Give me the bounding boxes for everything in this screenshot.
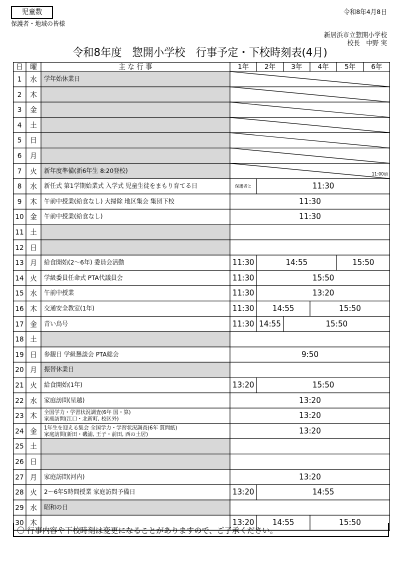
event-text: 給食開始(1年) — [44, 381, 83, 389]
dismissal-time: 13:20 — [299, 411, 321, 421]
weekday: 水 — [30, 289, 37, 298]
day-number: 9 — [17, 197, 22, 206]
dismissal-time: 14:55 — [285, 258, 308, 268]
weekday: 金 — [30, 320, 37, 329]
event-text: 1年生を迎える集会 全国学力・学習状況調査(6年 質問紙) — [44, 425, 178, 432]
dismissal-time: 11:30 — [299, 212, 321, 222]
weekday: 火 — [30, 381, 37, 390]
weekday: 火 — [30, 488, 37, 497]
corner-note: 11:00頃 — [371, 171, 388, 177]
event-text: 青い鳥号 — [44, 320, 69, 328]
no-school-slash — [230, 87, 390, 102]
day-number: 14 — [15, 274, 24, 283]
principal-name: 校長 中野 実 — [347, 40, 387, 47]
dismissal-time: 13:20 — [312, 288, 335, 298]
event-text: 全国学力・学習状況調査(6年 国・算) — [44, 410, 131, 417]
day-number: 10 — [15, 213, 24, 222]
event-text: 家庭訪問(江口・北新町, 校区外) — [44, 416, 119, 423]
day-number: 20 — [15, 366, 24, 375]
event-text: 学級委員任命式 PTA代議員会 — [44, 274, 123, 282]
holiday-shade — [41, 117, 230, 132]
day-number: 13 — [15, 259, 24, 268]
dismissal-time: 13:20 — [232, 487, 255, 497]
holiday-shade — [41, 500, 230, 515]
weekday: 日 — [30, 136, 37, 145]
no-school-slash — [230, 163, 390, 178]
weekday: 土 — [30, 121, 37, 130]
event-text: 参観日 学級懇談会 PTA総会 — [44, 351, 119, 359]
no-school-slash — [230, 148, 390, 163]
weekday: 土 — [30, 442, 37, 451]
weekday: 火 — [30, 274, 37, 283]
day-number: 24 — [15, 427, 24, 436]
header-weekday: 曜 — [30, 63, 37, 72]
dismissal-time: 13:20 — [232, 518, 255, 528]
event-text: 午前中授業 — [44, 290, 75, 298]
weekday: 水 — [30, 182, 37, 191]
weekday: 土 — [30, 228, 37, 237]
weekday: 土 — [30, 335, 37, 344]
event-text: 給食開始(2～6年) 委員会活動 — [44, 259, 125, 267]
weekday: 木 — [30, 412, 37, 421]
dismissal-time: 15:50 — [339, 303, 361, 313]
dismissal-time: 11:30 — [232, 319, 255, 329]
event-text: 家庭訪問(河内) — [44, 473, 85, 481]
dismissal-time: 15:50 — [325, 319, 348, 329]
no-school-slash — [230, 102, 390, 117]
day-number: 7 — [17, 167, 22, 176]
holiday-shade — [41, 87, 230, 102]
weekday: 月 — [30, 473, 37, 482]
weekday: 火 — [30, 167, 37, 176]
weekday: 日 — [30, 350, 37, 359]
dismissal-time: 14:55 — [312, 487, 335, 497]
weekday: 水 — [30, 503, 37, 512]
day-number: 30 — [15, 519, 24, 528]
dismissal-time: 14:55 — [259, 319, 281, 329]
no-school-slash — [230, 117, 390, 132]
header-grade: 3年 — [291, 63, 303, 72]
dismissal-time: 11:30 — [312, 181, 335, 191]
dismissal-time: 11:30 — [232, 258, 255, 268]
event-text: 昭和の日 — [44, 504, 69, 512]
weekday: 日 — [30, 457, 37, 466]
day-number: 25 — [15, 442, 24, 451]
holiday-shade — [41, 133, 230, 148]
weekday: 月 — [30, 151, 37, 160]
weekday: 木 — [30, 90, 37, 99]
weekday: 水 — [30, 75, 37, 84]
day-number: 15 — [15, 289, 24, 298]
no-school-slash — [230, 72, 390, 87]
dismissal-time: 15:50 — [312, 273, 335, 283]
dismissal-time: 13:20 — [232, 380, 255, 390]
holiday-shade — [41, 454, 230, 469]
school-name: 新居浜市立惣開小学校 — [324, 32, 387, 39]
header-grade: 2年 — [264, 63, 276, 72]
no-school-slash — [230, 133, 390, 148]
day-number: 23 — [15, 412, 24, 421]
day-number: 16 — [15, 304, 24, 313]
weekday: 水 — [30, 396, 37, 405]
holiday-shade — [41, 225, 230, 240]
day-number: 29 — [15, 503, 24, 512]
weekday: 木 — [30, 519, 37, 528]
event-text: 学年始休業日 — [44, 75, 81, 83]
header-grade: 5年 — [344, 63, 356, 72]
dismissal-time: 14:55 — [272, 518, 295, 528]
dismissal-time: 11:30 — [232, 303, 255, 313]
day-number: 21 — [15, 381, 24, 390]
holiday-shade — [41, 439, 230, 454]
count-stamp: 児童数 — [11, 6, 53, 19]
weekday: 金 — [30, 106, 37, 115]
holiday-shade — [41, 148, 230, 163]
day-number: 19 — [15, 350, 24, 359]
holiday-shade — [41, 332, 230, 347]
event-text: 午前中授業(給食なし) — [44, 213, 103, 221]
holiday-shade — [41, 240, 230, 255]
day-number: 11 — [15, 228, 24, 237]
audience-label: 保護者・地域の皆様 — [11, 21, 66, 28]
dismissal-time: 11:30 — [232, 273, 255, 283]
day-number: 26 — [15, 457, 24, 466]
event-text: 交通安全教室(1年) — [44, 305, 95, 313]
event-text: 新任式 第1学期始業式 入学式 児童生徒をまもり育てる日 — [44, 183, 198, 191]
page-title: 令和8年度 惣開小学校 行事予定・下校時刻表(4月) — [72, 47, 328, 59]
dismissal-time: 14:55 — [272, 303, 295, 313]
day-number: 5 — [17, 136, 22, 145]
header-grade: 4年 — [317, 63, 329, 72]
dismissal-time: 11:30 — [232, 288, 255, 298]
dismissal-time: 13:20 — [299, 426, 321, 436]
day-number: 17 — [15, 320, 24, 329]
day-number: 4 — [17, 121, 22, 130]
header-day: 日 — [16, 63, 23, 72]
day-number: 3 — [17, 106, 22, 115]
dismissal-time: 11:30 — [299, 196, 321, 206]
event-text: 午前中授業(給食なし) 大掃除 地区集会 集団下校 — [44, 198, 175, 206]
dismissal-time: 13:20 — [299, 472, 321, 482]
dismissal-time: 13:20 — [299, 395, 321, 405]
weekday: 木 — [30, 304, 37, 313]
dismissal-time: 15:50 — [352, 258, 375, 268]
day-number: 22 — [15, 396, 24, 405]
event-text: 振替休業日 — [44, 366, 75, 374]
weekday: 月 — [30, 259, 37, 268]
day-number: 18 — [15, 335, 24, 344]
dismissal-note: 保護者と — [234, 183, 252, 189]
event-text: 家庭訪問(新田・磯浦, 王子・前田, 西の土居) — [44, 431, 149, 438]
dismissal-time: 9:50 — [301, 349, 319, 359]
weekday: 月 — [30, 366, 37, 375]
day-number: 27 — [15, 473, 24, 482]
day-number: 8 — [17, 182, 22, 191]
day-number: 2 — [17, 90, 22, 99]
header-grade: 1年 — [237, 63, 249, 72]
day-number: 1 — [17, 75, 22, 84]
event-text: 2～6年5時間授業 家庭訪問予備日 — [44, 489, 136, 497]
schedule-table — [13, 62, 390, 539]
holiday-shade — [41, 102, 230, 117]
day-number: 6 — [17, 151, 22, 160]
weekday: 金 — [30, 427, 37, 436]
event-text: 新年度準備(新6年生 8:20登校) — [44, 167, 128, 175]
issue-date: 令和8年4月8日 — [343, 9, 387, 16]
weekday: 日 — [30, 243, 37, 252]
dismissal-time: 15:50 — [339, 518, 361, 528]
header-grade: 6年 — [371, 63, 383, 72]
day-number: 12 — [15, 243, 24, 252]
event-text: 家庭訪問(星越) — [44, 397, 85, 405]
footer-note: 〇 行事内容や下校時刻は変更になることがありますので、ご了承ください。 — [17, 526, 278, 535]
dismissal-time: 15:50 — [312, 380, 335, 390]
header-events: 主 な 行 事 — [118, 63, 153, 72]
weekday: 木 — [30, 197, 37, 206]
weekday: 金 — [30, 213, 37, 222]
day-number: 28 — [15, 488, 24, 497]
